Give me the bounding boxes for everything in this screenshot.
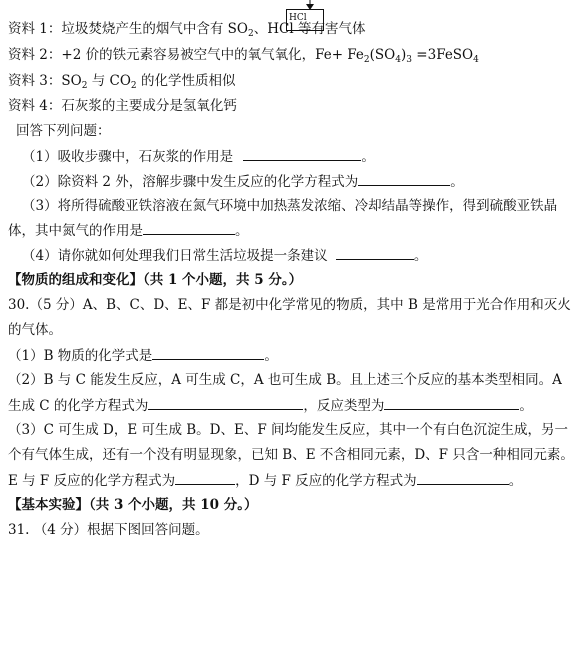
- answer-blank[interactable]: [358, 172, 450, 186]
- answer-blank[interactable]: [152, 346, 264, 360]
- section-heading-basic-experiment: 【基本实验】（共 3 个小题，共 10 分。）: [8, 497, 258, 513]
- answer-blank[interactable]: [175, 471, 235, 485]
- question-3-line-1: （3）将所得硫酸亚铁溶液在氮气环境中加热蒸发浓缩、冷却结晶等操作，得到硫酸亚铁晶: [22, 198, 558, 214]
- answer-blank[interactable]: [417, 471, 509, 485]
- material-1: 资料 1：垃圾焚烧产生的烟气中含有 $SO_2$、HCl 等有害气体: [8, 21, 366, 39]
- answer-blank[interactable]: [143, 221, 235, 235]
- section-heading-matter: 【物质的组成和变化】（共 1 个小题，共 5 分。）: [8, 272, 303, 288]
- material-2: 资料 2：+2 价的铁元素容易被空气中的氧气氧化，$Fe+ Fe_2(SO_4)_3$ =3FeSO$_4$: [8, 47, 479, 65]
- question-1: （1）吸收步骤中，石灰浆的作用是 。: [22, 149, 375, 165]
- question-3-line-2: 体，其中氮气的作用是 。: [8, 223, 249, 239]
- answer-blank[interactable]: [148, 396, 303, 410]
- material-4: 资料 4：石灰浆的主要成分是氢氧化钙: [8, 98, 237, 114]
- answer-blank[interactable]: [384, 396, 519, 410]
- problem-30-line-1: 30.（5 分）A、B、C、D、E、F 都是初中化学常见的物质，其中 B 是常用于光合作用和灭火: [8, 297, 571, 313]
- problem-30-line-2: 的气体。: [8, 322, 62, 338]
- answer-blank[interactable]: [243, 147, 361, 161]
- problem-30-question-3-line-2: 个有气体生成，还有一个没有明显现象，已知 B、E 不含相同元素，D、F 只含一种相同元素。: [8, 447, 574, 463]
- question-2: （2）除资料 2 外，溶解步骤中发生反应的化学方程式为 。: [22, 174, 464, 190]
- question-4: （4）请你就如何处理我们日常生活垃圾提一条建议 。: [22, 248, 428, 264]
- problem-31: 31. （4 分）根据下图回答问题。: [8, 522, 209, 538]
- problem-30-question-3-line-3: E 与 F 反应的化学方程式为 ，D 与 F 反应的化学方程式为 。: [8, 473, 523, 489]
- answer-blank[interactable]: [336, 246, 414, 260]
- problem-30-question-2-line-1: （2）B 与 C 能发生反应，A 可生成 C，A 也可生成 B。且上述三个反应的基本类型相同。A: [8, 372, 562, 388]
- problem-30-question-1: （1）B 物质的化学式是 。: [8, 348, 278, 364]
- problem-30-question-2-line-2: 生成 C 的化学方程式为 ，反应类型为 。: [8, 398, 533, 414]
- problem-30-question-3-line-1: （3）C 可生成 D，E 可生成 B。D、E、F 间均能发生反应，其中一个有白色沉淀生成，另一: [8, 422, 569, 438]
- material-3: 资料 3：$SO_2$ 与 $CO_2$ 的化学性质相似: [8, 73, 236, 91]
- flowchart-box-label: HCl: [289, 13, 307, 23]
- answer-intro: 回答下列问题：: [16, 123, 111, 139]
